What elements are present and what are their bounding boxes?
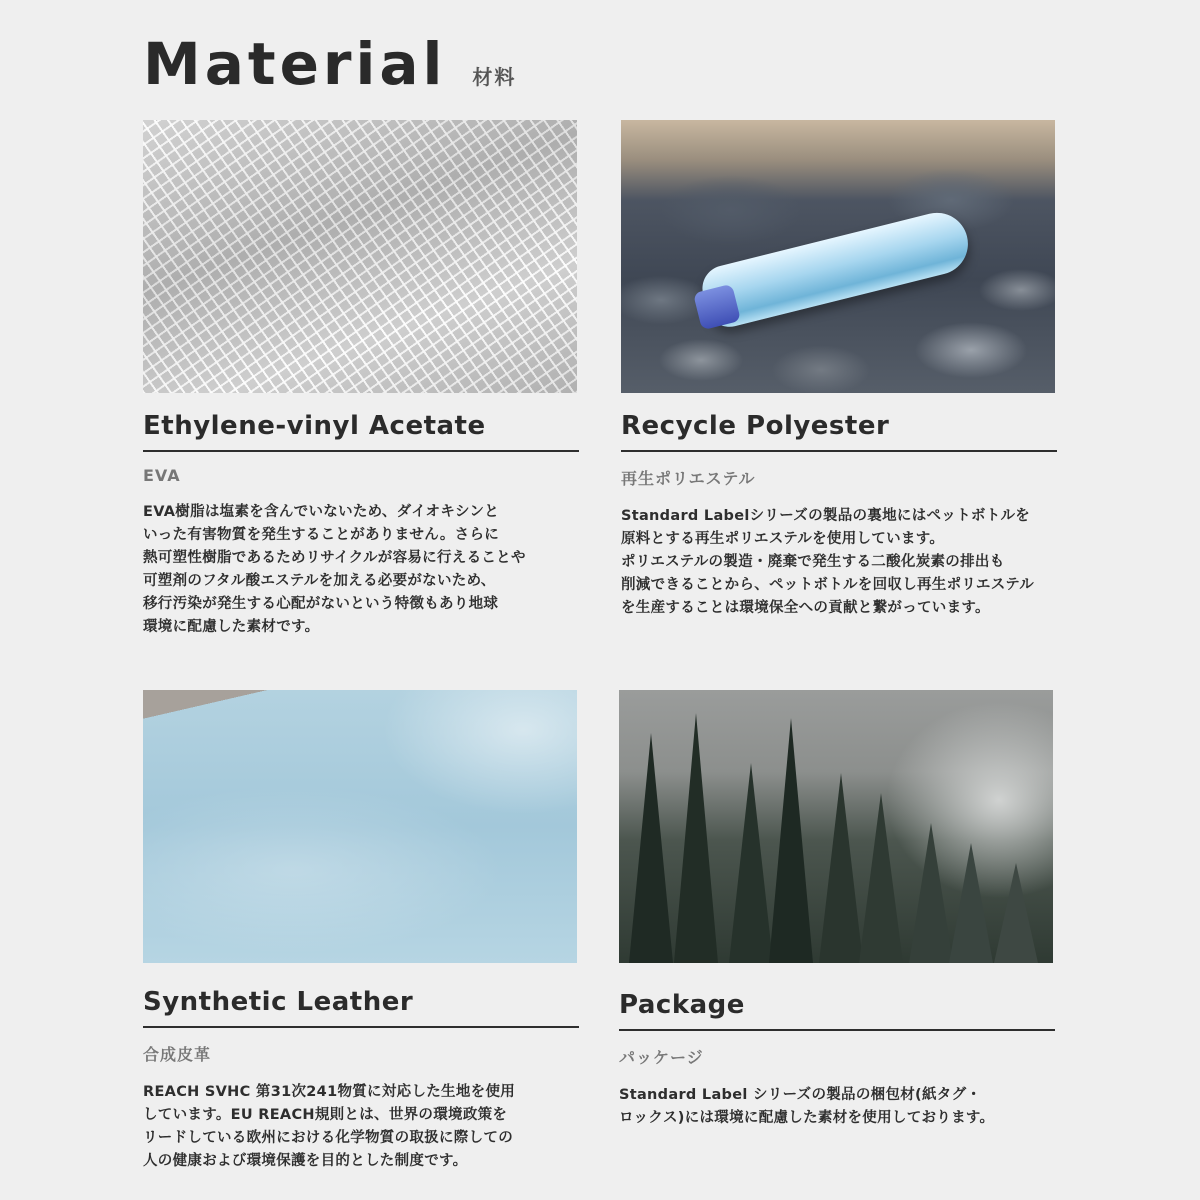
material-subname: EVA (143, 466, 181, 485)
tree-shape (819, 773, 863, 963)
material-subname: 再生ポリエステル (621, 469, 756, 488)
material-card-synthetic-leather (143, 690, 579, 1173)
tree-shape (949, 843, 993, 963)
tree-shape (909, 823, 953, 963)
page-subtitle: 材料 (472, 65, 517, 89)
plastic-bottle-photo (621, 120, 1055, 393)
material-subname: パッケージ (619, 1048, 704, 1067)
material-name: Synthetic Leather (143, 987, 579, 1028)
forest-photo (619, 690, 1053, 963)
tree-shape (859, 793, 903, 963)
tree-shape (629, 733, 673, 963)
page-title: Material (143, 30, 447, 98)
material-name: Package (619, 990, 1055, 1031)
material-description: EVA樹脂は塩素を含んでいないため、ダイオキシンと いった有害物質を発生することがありません。さらに 熱可塑性樹脂であるためリサイクルが容易に行えることや 可塑剤のフタル酸エステルを加える必要がないため、 移行汚染が発生する心配がないという特徴もあり地球 環境に配慮した素材です。 (143, 504, 526, 635)
material-description: REACH SVHC 第31次241物質に対応した生地を使用 しています。EU REACH規則とは、世界の環境政策を リードしている欧州における化学物質の取扱に際しての 人の健康および環境保護を目的とした制度です。 (143, 1084, 516, 1169)
tree-shape (729, 763, 773, 963)
synthetic-leather-photo (143, 690, 577, 963)
material-card-eva (143, 120, 579, 639)
material-description: Standard Label シリーズの製品の梱包材(紙タグ・ ロックス)には環境に配慮した素材を使用しております。 (619, 1087, 995, 1126)
material-card-recycle-polyester (621, 120, 1057, 620)
material-name: Ethylene-vinyl Acetate (143, 411, 579, 452)
header (143, 30, 516, 98)
material-subname: 合成皮革 (143, 1045, 212, 1064)
material-description: Standard Labelシリーズの製品の裏地にはペットボトルを 原料とする再生ポリエステルを使用しています。 ポリエステルの製造・廃棄で発生する二酸化炭素の排出も 削減できることから、ペットボトルを回収し再生ポリエステル を生産することは環境保全への貢献と繋がっています。 (621, 508, 1035, 616)
tree-shape (674, 713, 718, 963)
material-card-package (619, 690, 1055, 1130)
material-name: Recycle Polyester (621, 411, 1057, 452)
tree-shape (994, 863, 1038, 963)
tree-shape (769, 718, 813, 963)
eva-mesh-photo (143, 120, 577, 393)
